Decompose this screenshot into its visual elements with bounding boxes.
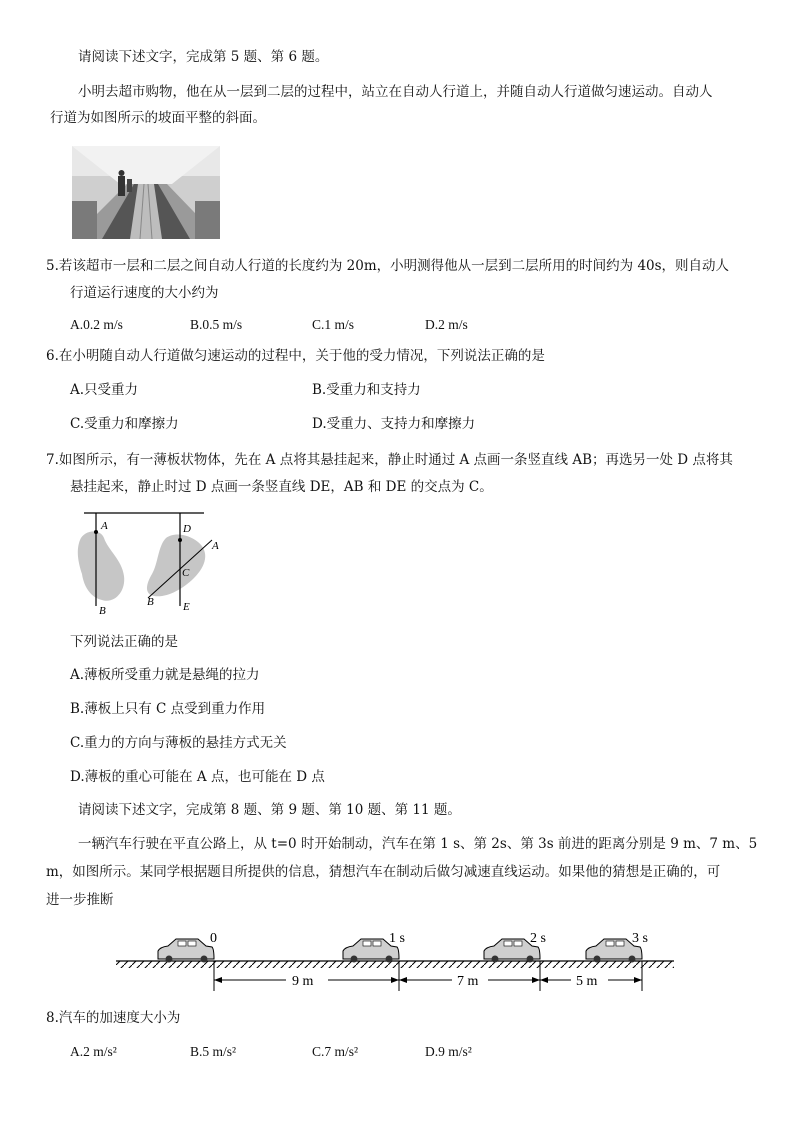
q8-option-a[interactable]: A.2 m/s² bbox=[70, 1044, 117, 1059]
q6-option-b[interactable]: B.受重力和支持力 bbox=[312, 382, 421, 398]
label-a-2: A bbox=[212, 540, 219, 552]
reading-instruction-8-11: 请阅读下述文字，完成第 8 题、第 9 题、第 10 题、第 11 题。 bbox=[78, 802, 461, 818]
passage-1-line-2: 行道为如图所示的坡面平整的斜面。 bbox=[50, 110, 266, 126]
road-hatching bbox=[116, 961, 674, 968]
q5-stem-line-2: 行道运行速度的大小约为 bbox=[70, 285, 219, 301]
q7-option-c[interactable]: C.重力的方向与薄板的悬挂方式无关 bbox=[70, 735, 287, 751]
q8-stem: 8.汽车的加速度大小为 bbox=[46, 1010, 181, 1026]
label-b-2: B bbox=[147, 596, 154, 608]
q8-option-b[interactable]: B.5 m/s² bbox=[190, 1044, 237, 1059]
time-label-2s: 2 s bbox=[530, 931, 546, 946]
plate-shape-2 bbox=[147, 535, 205, 597]
car-at-0 bbox=[158, 939, 214, 963]
q7-option-a[interactable]: A.薄板所受重力就是悬绳的拉力 bbox=[70, 667, 260, 683]
q6-option-a[interactable]: A.只受重力 bbox=[70, 382, 139, 398]
q7-stem-line-2: 悬挂起来，静止时过 D 点画一条竖直线 DE，AB 和 DE 的交点为 C。 bbox=[70, 479, 493, 495]
label-e: E bbox=[183, 601, 190, 613]
q6-stem: 6.在小明随自动人行道做匀速运动的过程中，关于他的受力情况，下列说法正确的是 bbox=[46, 348, 545, 364]
q5-option-b[interactable]: B.0.5 m/s bbox=[190, 317, 243, 332]
q6-option-d[interactable]: D.受重力、支持力和摩擦力 bbox=[312, 416, 476, 432]
label-b-1: B bbox=[99, 605, 106, 617]
label-c: C bbox=[182, 567, 190, 579]
reading-instruction-5-6: 请阅读下述文字，完成第 5 题、第 6 题。 bbox=[78, 49, 329, 65]
q8-option-d[interactable]: D.9 m/s² bbox=[425, 1044, 472, 1059]
plate-shape-1 bbox=[78, 531, 124, 600]
passage-2-line-3: 进一步推断 bbox=[46, 892, 114, 908]
time-label-1s: 1 s bbox=[389, 931, 405, 946]
q7-option-b[interactable]: B.薄板上只有 C 点受到重力作用 bbox=[70, 701, 266, 717]
q7-stem-line-1: 7.如图所示，有一薄板状物体，先在 A 点将其悬挂起来，静止时通过 A 点画一条竖直线 AB；再选另一处 D 点将其 bbox=[46, 452, 733, 468]
q6-option-c[interactable]: C.受重力和摩擦力 bbox=[70, 416, 179, 432]
passage-2-line-1: 一辆汽车行驶在平直公路上，从 t=0 时开始制动，汽车在第 1 s、第 2s、第 3s 前进的距离分别是 9 m、7 m、5 bbox=[78, 836, 758, 852]
time-label-0: 0 bbox=[210, 931, 217, 946]
q5-option-a[interactable]: A.0.2 m/s bbox=[70, 317, 123, 332]
suspended-plate-diagram bbox=[70, 508, 219, 618]
passage-2-line-2: m，如图所示。某同学根据题目所提供的信息，猜想汽车在制动后做匀减速直线运动。如果他的猜想是正确的，可 bbox=[46, 864, 721, 880]
q7-prompt: 下列说法正确的是 bbox=[70, 634, 178, 650]
q5-option-d[interactable]: D.2 m/s bbox=[425, 317, 468, 332]
label-a-1: A bbox=[101, 520, 108, 532]
time-label-3s: 3 s bbox=[632, 931, 648, 946]
moving-walkway-photo bbox=[72, 146, 220, 239]
q7-option-d[interactable]: D.薄板的重心可能在 A 点，也可能在 D 点 bbox=[70, 769, 325, 785]
distance-label-5m: 5 m bbox=[576, 974, 598, 989]
distance-label-9m: 9 m bbox=[292, 974, 314, 989]
label-d: D bbox=[183, 523, 191, 535]
passage-1-line-1: 小明去超市购物，他在从一层到二层的过程中，站立在自动人行道上，并随自动人行道做匀速运动。自动人 bbox=[78, 84, 713, 100]
q8-option-c[interactable]: C.7 m/s² bbox=[312, 1044, 359, 1059]
car-braking-diagram bbox=[116, 925, 676, 995]
q5-stem-line-1: 5.若该超市一层和二层之间自动人行道的长度约为 20m，小明测得他从一层到二层所用的时间约为 40s，则自动人 bbox=[46, 258, 730, 274]
distance-label-7m: 7 m bbox=[457, 974, 479, 989]
q5-option-c[interactable]: C.1 m/s bbox=[312, 317, 355, 332]
